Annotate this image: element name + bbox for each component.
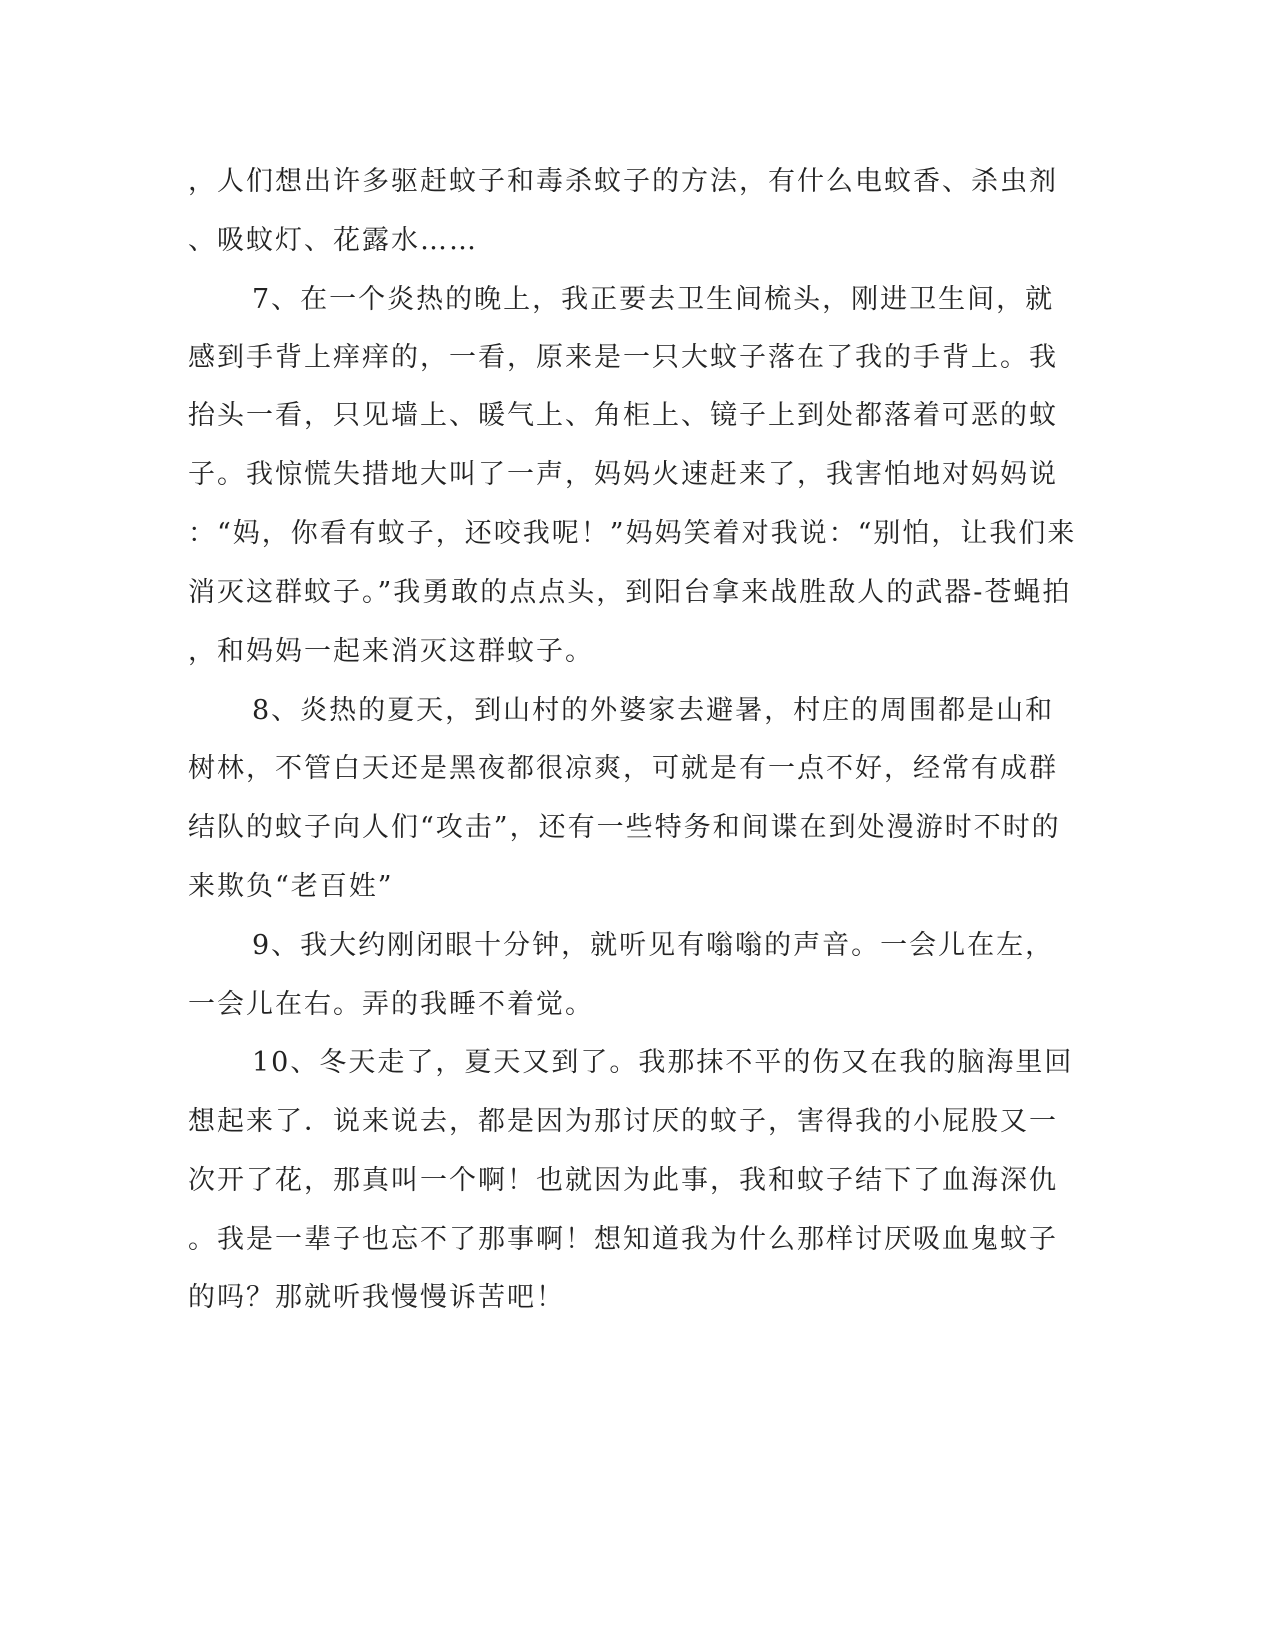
text-line: 消灭这群蚊子。”我勇敢的点点头，到阳台拿来战胜敌人的武器-苍蝇拍 xyxy=(188,577,1072,608)
text-line: ，和妈妈一起来消灭这群蚊子。 xyxy=(188,636,594,667)
text-line: 次开了花，那真叫一个啊！也就因为此事，我和蚊子结下了血海深仇 xyxy=(188,1165,1058,1196)
paragraph-7-start: 7、在一个炎热的晚上，我正要去卫生间梳头，刚进卫生间，就 xyxy=(252,284,1055,315)
paragraph-9-start: 9、我大约刚闭眼十分钟，就听见有嗡嗡的声音。一会儿在左， xyxy=(252,930,1055,961)
text-line: 。我是一辈子也忘不了那事啊！想知道我为什么那样讨厌吸血鬼蚊子 xyxy=(188,1224,1058,1255)
text-line: ：“妈，你看有蚊子，还咬我呢！”妈妈笑着对我说：“别怕，让我们来 xyxy=(188,518,1077,549)
text-line: 子。我惊慌失措地大叫了一声，妈妈火速赶来了，我害怕地对妈妈说 xyxy=(188,459,1058,490)
paragraph-10-start: 10、冬天走了，夏天又到了。我那抹不平的伤又在我的脑海里回 xyxy=(252,1047,1074,1078)
text-line: 的吗？那就听我慢慢诉苦吧！ xyxy=(188,1282,565,1313)
text-line: 抬头一看，只见墙上、暖气上、角柜上、镜子上到处都落着可恶的蚊 xyxy=(188,400,1058,431)
text-line: 想起来了．说来说去，都是因为那讨厌的蚊子，害得我的小屁股又一 xyxy=(188,1106,1058,1137)
text-line: ，人们想出许多驱赶蚊子和毒杀蚊子的方法，有什么电蚊香、杀虫剂 xyxy=(188,166,1058,197)
text-line: 、吸蚊灯、花露水…… xyxy=(188,225,478,256)
text-line: 感到手背上痒痒的，一看，原来是一只大蚊子落在了我的手背上。我 xyxy=(188,342,1058,373)
text-line: 来欺负“老百姓” xyxy=(188,871,394,902)
text-line: 树林，不管白天还是黑夜都很凉爽，可就是有一点不好，经常有成群 xyxy=(188,753,1058,784)
text-line: 一会儿在右。弄的我睡不着觉。 xyxy=(188,989,594,1020)
text-line: 结队的蚊子向人们“攻击”，还有一些特务和间谍在到处漫游时不时的 xyxy=(188,812,1061,843)
paragraph-8-start: 8、炎热的夏天，到山村的外婆家去避暑，村庄的周围都是山和 xyxy=(252,695,1055,726)
